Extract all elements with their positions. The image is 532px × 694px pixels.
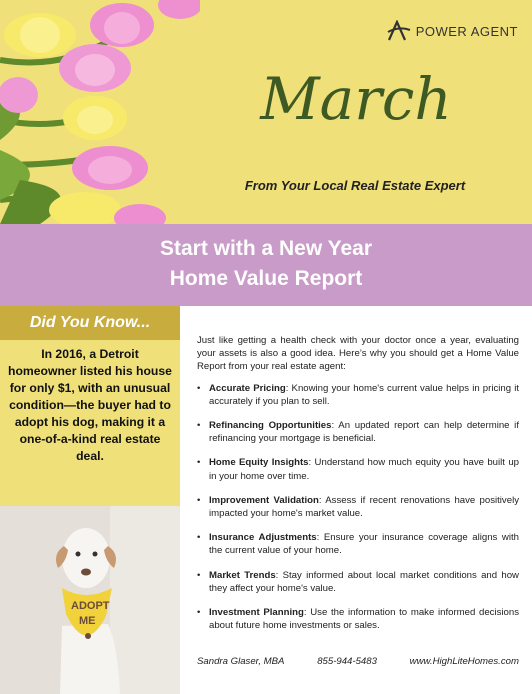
bullet-icon: • (197, 382, 201, 394)
list-item-text: : Ensure your insurance coverage aligns with the current value of your home. (209, 532, 519, 557)
bullet-icon: • (197, 494, 201, 506)
list-item-title: Home Equity Insights (209, 457, 309, 469)
bandana-text-2: ME (79, 615, 96, 627)
agent-name: Sandra Glaser, MBA (197, 656, 285, 667)
agent-website: www.HighLiteHomes.com (409, 656, 519, 667)
bandana-text-1: ADOPT (71, 600, 110, 612)
list-item (197, 456, 519, 482)
header (0, 0, 532, 224)
list-item-text: : An updated report can help determine if refinancing your mortgage is beneficial. (209, 420, 519, 445)
list-item-text: : Knowing your home's current value helps in pricing it accurately if you plan to sell. (209, 382, 520, 407)
dog-illustration (0, 506, 180, 694)
banner-title-line-1: Start with a New Year (159, 237, 373, 260)
benefits-list (197, 382, 519, 633)
month-title: March (260, 65, 452, 133)
list-item-text: : Assess if recent renovations have positively impacted your home's market value. (209, 494, 519, 520)
bullet-icon: • (197, 532, 201, 544)
list-item-title: Accurate Pricing (209, 382, 286, 394)
banner-title-line-2: Home Value Report (169, 267, 363, 290)
list-item (197, 606, 519, 632)
bullet-icon: • (197, 457, 201, 469)
list-item-text: : Stay informed about local market conditions and how they affect your home's value. (209, 569, 519, 594)
main-content (197, 334, 519, 643)
newsletter-subtitle: From Your Local Real Estate Expert (244, 178, 466, 193)
list-item-title: Market Trends (209, 569, 276, 581)
power-agent-logo-icon (386, 20, 412, 42)
did-you-know-fact: In 2016, a Detroit homeowner listed his house for only $1, with an unusual condition—the buyer had to adopt his dog, making it a one-of-a-kind real estate deal. (8, 347, 172, 463)
bullet-icon: • (197, 420, 201, 432)
list-item (197, 494, 519, 520)
tulips-image (0, 0, 200, 224)
list-item (197, 419, 519, 445)
agent-phone: 855-944-5483 (317, 656, 377, 667)
list-item-text: : Understand how much equity you have built up in your home over time. (209, 457, 519, 482)
brand-name: POWER AGENT (415, 23, 518, 39)
intro-paragraph: Just like getting a health check with your doctor once a year, evaluating your assets is also a good idea. Here’s why you should get a Home Value Report from your real estate agent: (197, 335, 519, 373)
list-item (197, 569, 519, 595)
title-banner (0, 224, 532, 306)
list-item-title: Insurance Adjustments (209, 532, 317, 544)
list-item-title: Refinancing Opportunities (209, 420, 332, 432)
list-item (197, 382, 519, 408)
list-item-title: Improvement Validation (209, 494, 319, 506)
list-item-text: : Use the information to make informed decisions about future home investments or sales. (209, 607, 519, 632)
power-agent-logo (386, 20, 518, 42)
dog-photo (0, 506, 180, 694)
did-you-know-heading: Did You Know... (0, 306, 180, 340)
list-item (197, 531, 519, 557)
contact-footer (197, 656, 519, 667)
bullet-icon: • (197, 569, 201, 581)
bullet-icon: • (197, 607, 201, 619)
list-item-title: Investment Planning (209, 607, 304, 619)
